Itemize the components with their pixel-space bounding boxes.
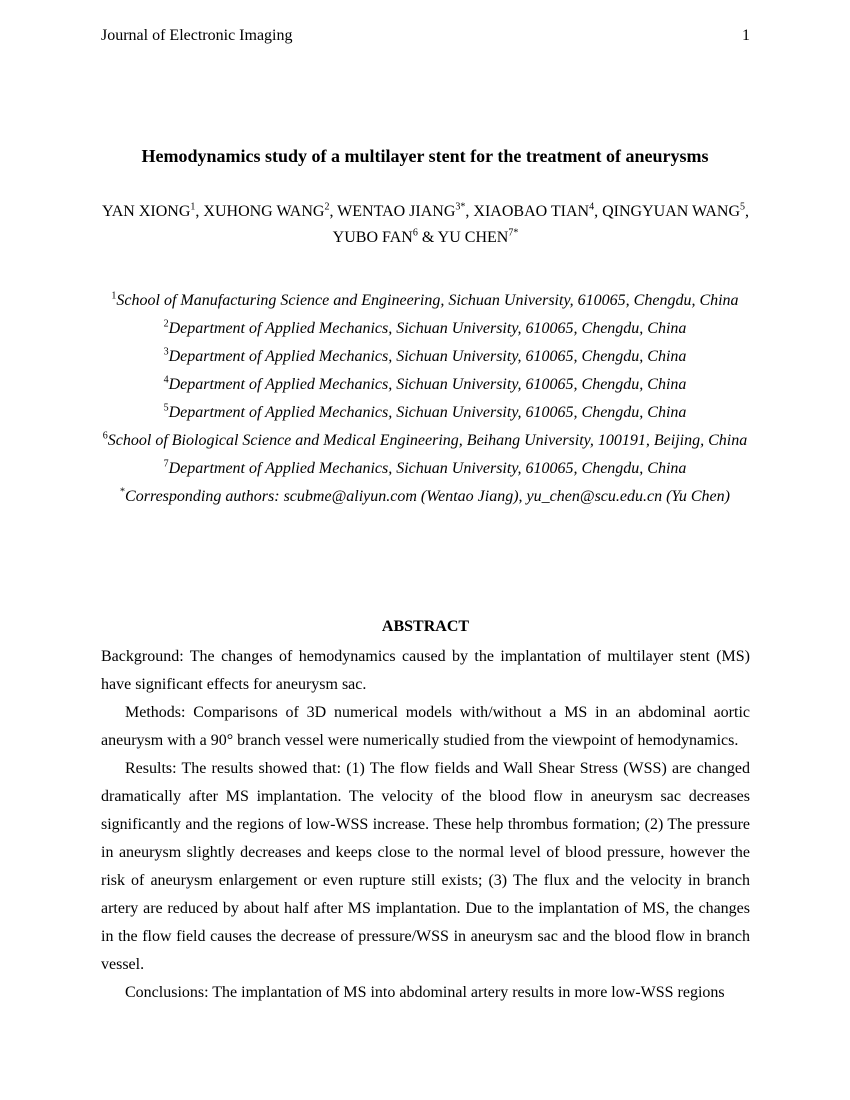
affiliation bbox=[95, 315, 755, 343]
affiliation-sup: 5 bbox=[163, 402, 169, 414]
affiliation-text: Corresponding authors: scubme@aliyun.com (Wentao Jiang), yu_chen@scu.edu.cn (Yu Chen) bbox=[125, 488, 730, 505]
author-name: , YUBO FAN bbox=[332, 203, 750, 246]
abstract-body bbox=[101, 643, 750, 1007]
affiliation-text: Department of Applied Mechanics, Sichuan University, 610065, Chengdu, China bbox=[168, 460, 687, 477]
paper-title: Hemodynamics study of a multilayer stent for the treatment of aneurysms bbox=[141, 146, 709, 166]
affiliation bbox=[95, 427, 755, 455]
affiliation-text: School of Biological Science and Medical Engineering, Beihang University, 100191, Beijing, China bbox=[107, 432, 748, 449]
affiliation-sup: 7 bbox=[163, 458, 169, 470]
affiliation-sup: 3 bbox=[163, 346, 169, 358]
author-sup: 7* bbox=[508, 227, 519, 239]
running-head bbox=[101, 26, 750, 46]
affiliation-text: Department of Applied Mechanics, Sichuan University, 610065, Chengdu, China bbox=[168, 348, 687, 365]
author-list bbox=[101, 199, 750, 251]
corresponding-authors bbox=[95, 483, 755, 511]
author-name: YAN XIONG bbox=[101, 203, 191, 220]
author-name: , QINGYUAN WANG bbox=[594, 203, 741, 220]
author-sup: 1 bbox=[190, 201, 196, 213]
journal-name: Journal of Electronic Imaging bbox=[101, 27, 293, 44]
abstract-methods: Methods: Comparisons of 3D numerical models with/without a MS in an abdominal aortic aneurysm with a 90° branch vessel were numerically studied from the viewpoint of hemodynamics. bbox=[101, 704, 750, 749]
affiliation-sup: 4 bbox=[163, 374, 169, 386]
affiliation-text: Department of Applied Mechanics, Sichuan University, 610065, Chengdu, China bbox=[168, 404, 687, 421]
author-name: , WENTAO JIANG bbox=[329, 203, 456, 220]
abstract-background: Background: The changes of hemodynamics caused by the implantation of multilayer stent (MS) have significant effects for aneurysm sac. bbox=[101, 648, 750, 693]
author-name: , XIAOBAO TIAN bbox=[465, 203, 590, 220]
page-number: 1 bbox=[742, 27, 750, 44]
abstract-conclusions: Conclusions: The implantation of MS into abdominal artery results in more low-WSS regions bbox=[125, 984, 725, 1001]
affiliation-text: Department of Applied Mechanics, Sichuan University, 610065, Chengdu, China bbox=[168, 320, 687, 337]
affiliation-sup: 1 bbox=[111, 290, 117, 302]
author-sup: 4 bbox=[589, 201, 595, 213]
author-name: , XUHONG WANG bbox=[195, 203, 325, 220]
affiliation-sup: 2 bbox=[163, 318, 169, 330]
abstract-results: Results: The results showed that: (1) The flow fields and Wall Shear Stress (WSS) are changed dramatically after MS implantation. The velocity of the blood flow in aneurysm sac decreases significantly and the regions of low-WSS increase. These help thrombus formation; (2) The pressure in aneurysm slightly decreases and keeps close to the normal level of blood pressure, however the risk of aneurysm enlargement or even rupture still exists; (3) The flux and the velocity in branch artery are reduced by about half after MS implantation. Due to the implantation of MS, the changes in the flow field causes the decrease of pressure/WSS in aneurysm sac and the blood flow in branch vessel. bbox=[101, 760, 750, 973]
author-sup: 6 bbox=[412, 227, 418, 239]
affiliation-sup: * bbox=[120, 486, 126, 498]
affiliation-list bbox=[95, 287, 755, 511]
abstract-heading: ABSTRACT bbox=[381, 618, 470, 635]
affiliation bbox=[95, 455, 755, 483]
affiliation-text: School of Manufacturing Science and Engineering, Sichuan University, 610065, Chengdu, China bbox=[116, 292, 739, 309]
affiliation bbox=[95, 399, 755, 427]
author-sup: 3* bbox=[455, 201, 466, 213]
affiliation-sup: 6 bbox=[102, 430, 108, 442]
affiliation bbox=[95, 343, 755, 371]
author-sup: 5 bbox=[740, 201, 746, 213]
author-sup: 2 bbox=[324, 201, 330, 213]
author-name: & YU CHEN bbox=[417, 229, 509, 246]
affiliation bbox=[95, 371, 755, 399]
affiliation bbox=[95, 287, 755, 315]
affiliation-text: Department of Applied Mechanics, Sichuan University, 610065, Chengdu, China bbox=[168, 376, 687, 393]
